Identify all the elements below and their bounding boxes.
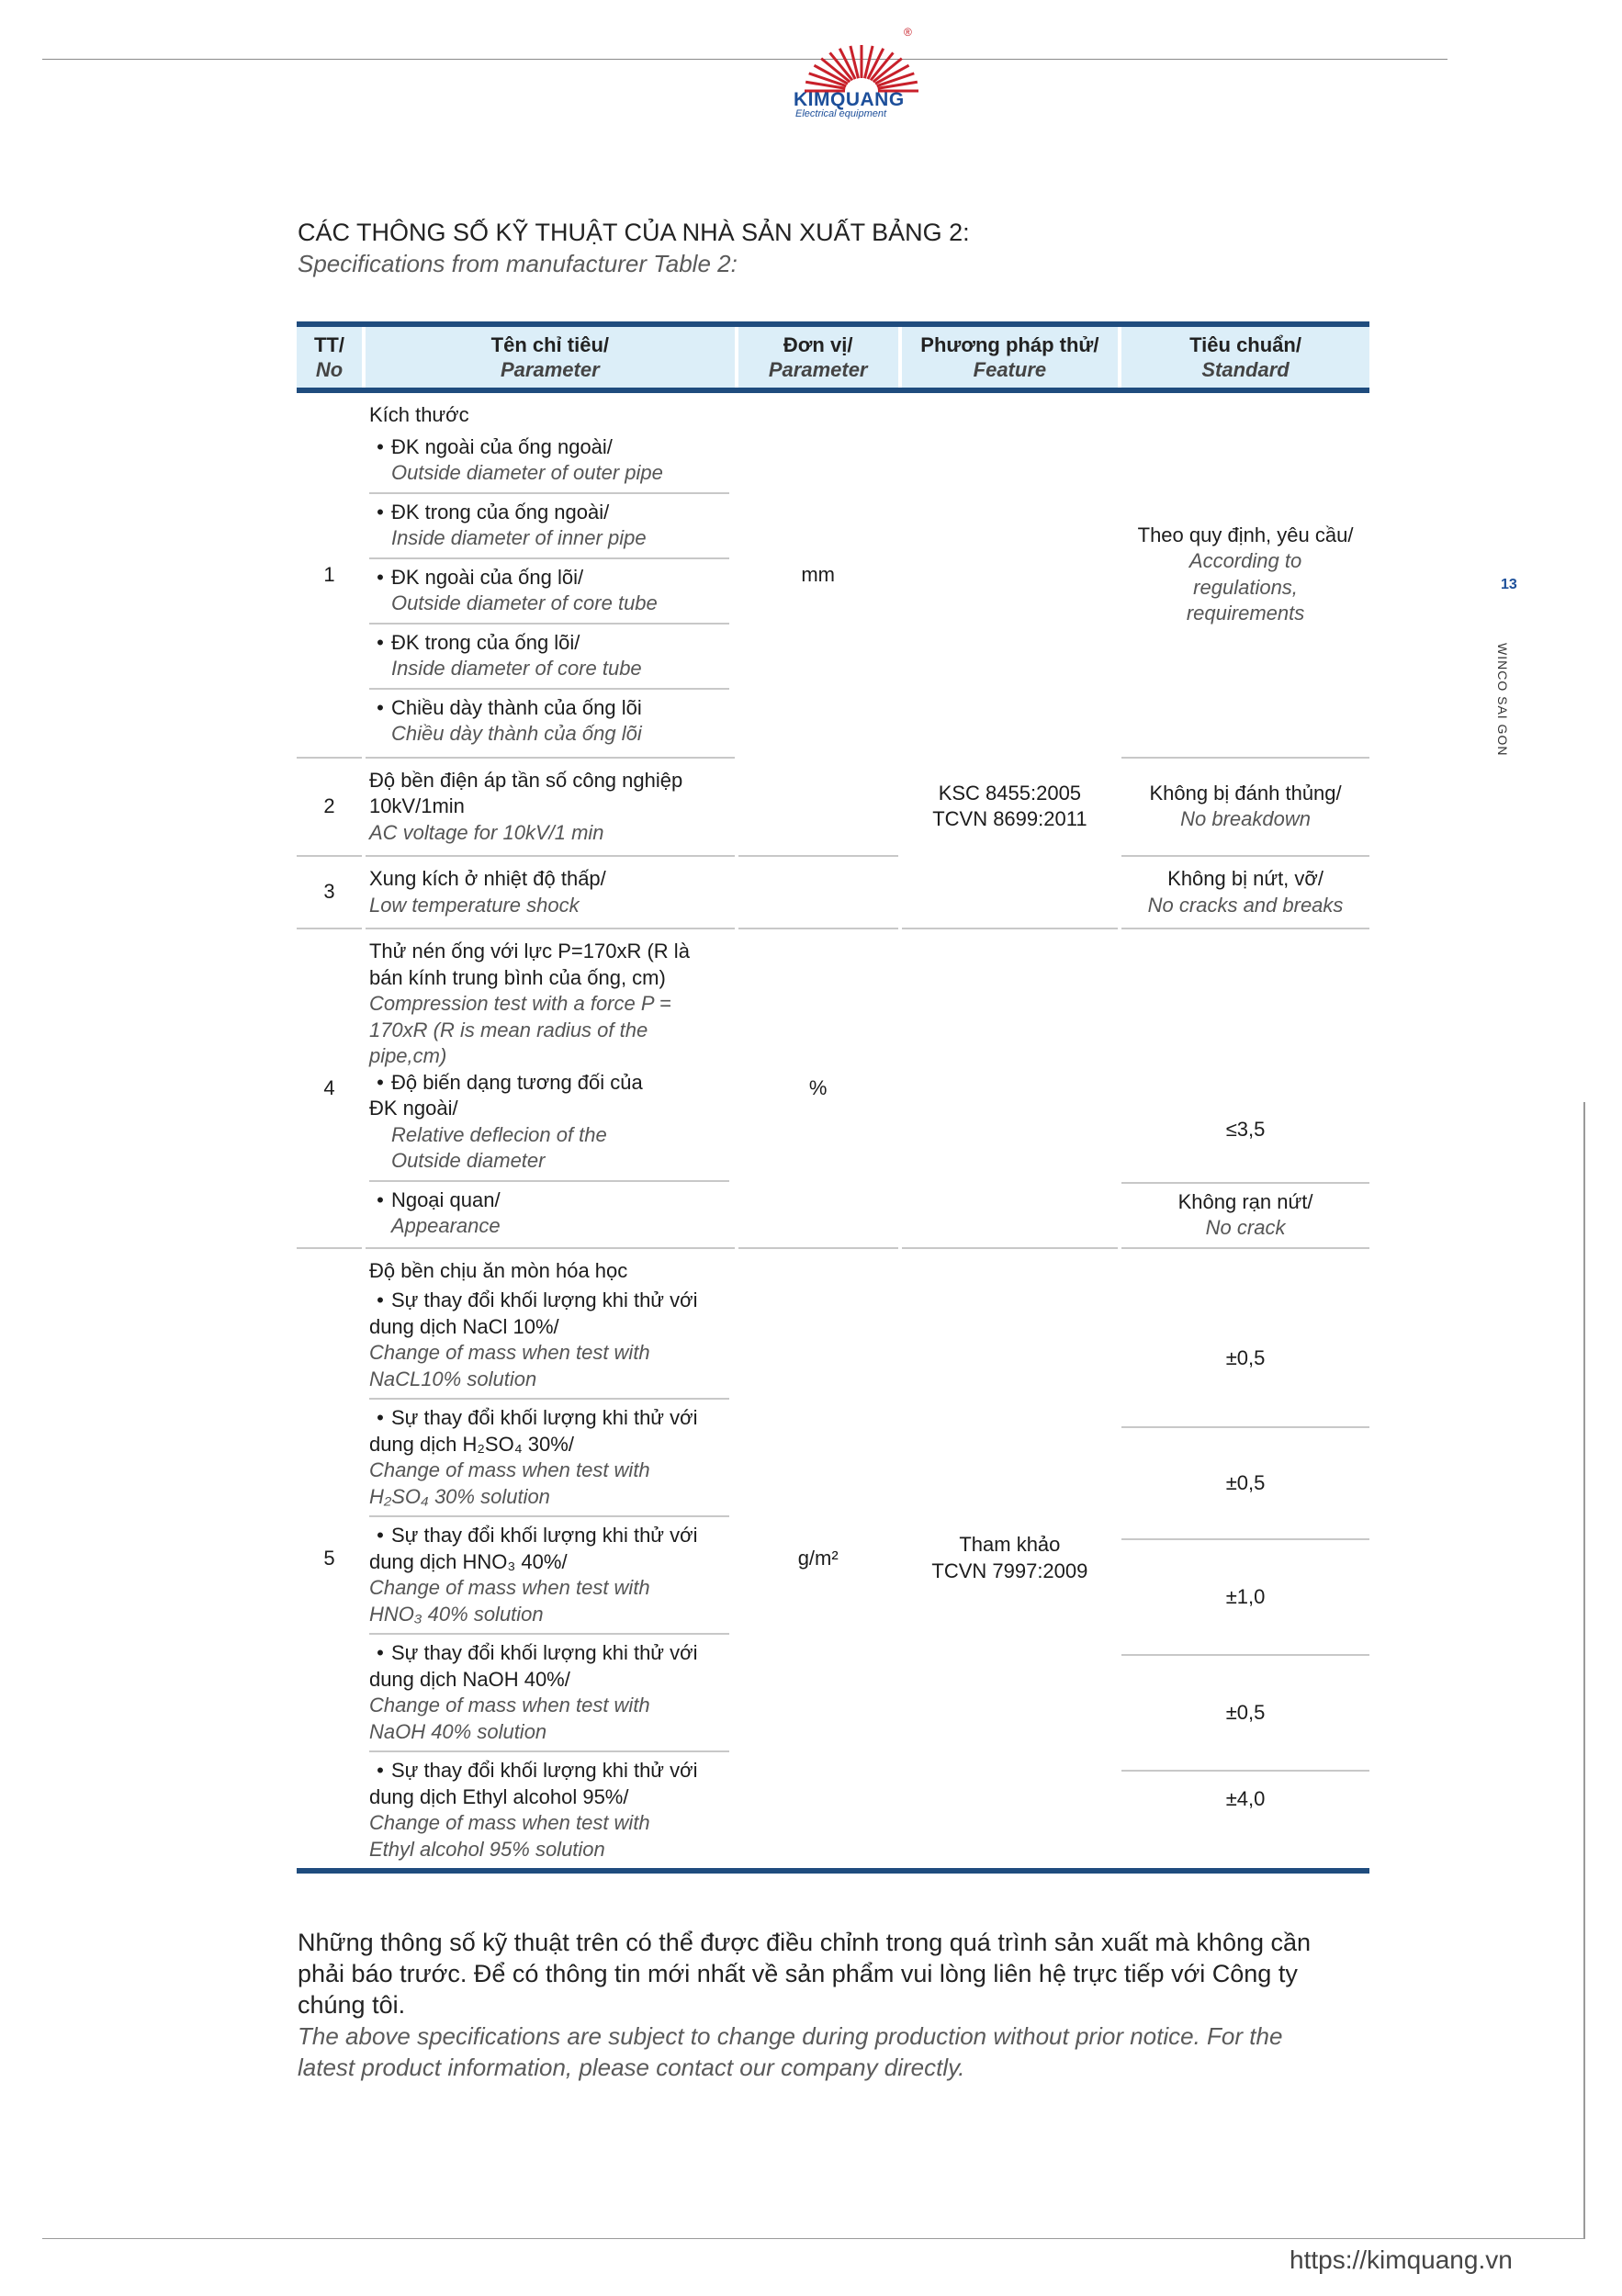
parameter-item: • Chiều dày thành của ống lõi xyxy=(369,695,729,722)
website-link[interactable]: https://kimquang.vn xyxy=(1290,2245,1513,2274)
table-row xyxy=(297,856,1369,929)
parameter-item-en: Inside diameter of inner pipe xyxy=(390,526,647,549)
logo-tagline: Electrical equipment xyxy=(795,108,887,119)
parameter-item: • ĐK trong của ống ngoài/ xyxy=(369,500,729,526)
corrosion-item: • Sự thay đổi khối lượng khi thử với dung dịch Ethyl alcohol 95%/ Change of mass when test with Ethyl alcohol 95% solution xyxy=(369,1750,729,1863)
standard-cell xyxy=(1120,929,1369,1248)
parameter-item-en: Outside diameter of core tube xyxy=(390,591,658,614)
header-rule xyxy=(42,59,1447,60)
row-number: 3 xyxy=(297,856,364,929)
method-cell xyxy=(900,929,1120,1248)
parameter-cell xyxy=(364,390,737,758)
method-cell xyxy=(900,390,1120,758)
standard-value: ±4,0 xyxy=(1225,1786,1266,1810)
standard-cell xyxy=(1120,758,1369,857)
method-cell xyxy=(900,1248,1120,1869)
header-unit: Đơn vị/ Parameter xyxy=(737,324,900,390)
standard-en: No crack xyxy=(1205,1216,1286,1239)
disclaimer-en: The above specifications are subject to change during production without prior notice. For the latest product information, please contact our company directly. xyxy=(298,2022,1283,2081)
method-line: TCVN 7997:2009 xyxy=(931,1559,1088,1582)
parameter-item: • ĐK trong của ống lõi/ xyxy=(369,630,729,657)
disclaimer-vi: Những thông số kỹ thuật trên có thể được điều chỉnh trong quá trình sản xuất mà không cần phải báo trước. Để có thông tin mới nhất về sản phẩm vui lòng liên hệ trực tiếp với Công ty chúng tôi. xyxy=(298,1929,1312,2019)
method-cell xyxy=(900,856,1120,929)
parameter-heading: Kích thước xyxy=(368,403,469,426)
table-row xyxy=(297,1248,1369,1869)
standard-en: No breakdown xyxy=(1180,807,1311,831)
header-method: Phương pháp thử/ Feature xyxy=(900,324,1120,390)
standard-cell xyxy=(1120,856,1369,929)
parameter-item-en: Inside diameter of core tube xyxy=(390,657,642,680)
standard-en: According to regulations, requirements xyxy=(1186,549,1305,625)
parameter-cell xyxy=(364,929,737,1248)
corrosion-item: • Sự thay đổi khối lượng khi thử với dung dịch H₂SO₄ 30%/ Change of mass when test with H₂SO₄ 30% solution xyxy=(369,1398,729,1510)
parameter-vi: Thử nén ống với lực P=170xR (R là bán kính trung bình của ống, cm) xyxy=(368,940,690,989)
standard-cell xyxy=(1120,390,1369,758)
right-frame-rule xyxy=(1583,1102,1585,2239)
row-number: 4 xyxy=(297,929,364,1248)
side-label: WINCO SAI GON xyxy=(1495,643,1510,757)
parameter-en: Compression test with a force P = 170xR (R is mean radius of the pipe,cm) xyxy=(368,992,671,1067)
standard-vi: Không bị đánh thủng/ xyxy=(1149,781,1342,805)
standard-value: ±0,5 xyxy=(1121,1428,1369,1540)
parameter-item-en: Outside diameter of outer pipe xyxy=(390,461,663,484)
standard-vi: Không bị nứt, vỡ/ xyxy=(1167,867,1324,890)
page-title: CÁC THÔNG SỐ KỸ THUẬT CỦA NHÀ SẢN XUẤT BẢNG 2: xyxy=(298,219,970,246)
spec-table xyxy=(297,321,1369,1874)
corrosion-item: • Sự thay đổi khối lượng khi thử với dung dịch NaCl 10%/ Change of mass when test with NaCL10% solution xyxy=(369,1288,729,1392)
row-number: 1 xyxy=(297,390,364,758)
corrosion-item: • Sự thay đổi khối lượng khi thử với dung dịch HNO₃ 40%/ Change of mass when test with HNO₃ 40% solution xyxy=(369,1515,729,1627)
table-header-row xyxy=(297,324,1369,390)
standard-vi: Theo quy định, yêu cầu/ xyxy=(1137,523,1354,546)
parameter-cell xyxy=(364,1248,737,1869)
standard-cell xyxy=(1120,1248,1369,1869)
parameter-item: • Độ biến dạng tương đối của ĐK ngoài/ xyxy=(369,1070,729,1122)
row-number: 5 xyxy=(323,1546,335,1570)
standard-value: ±0,5 xyxy=(1121,1290,1369,1428)
parameter-cell xyxy=(364,758,737,857)
unit-cell: g/m² xyxy=(737,1248,900,1869)
header-parameter: Tên chỉ tiêu/ Parameter xyxy=(364,324,737,390)
page-number: 13 xyxy=(1501,577,1517,592)
parameter-item-en: Chiều dày thành của ống lõi xyxy=(390,722,642,745)
parameter-item: • ĐK ngoài của ống ngoài/ xyxy=(369,434,729,461)
method-line: KSC 8455:2005 xyxy=(938,781,1082,805)
standard-en: No cracks and breaks xyxy=(1147,893,1344,917)
row-number: 2 xyxy=(297,758,364,857)
unit-cell xyxy=(737,758,900,857)
standard-vi: Không rạn nứt/ xyxy=(1177,1189,1313,1213)
standard-value: ≤3,5 xyxy=(1225,1118,1266,1141)
method-cell xyxy=(900,758,1120,857)
page-subtitle: Specifications from manufacturer Table 2: xyxy=(298,250,738,277)
parameter-en: Low temperature shock xyxy=(368,893,580,917)
logo-wordmark: KIMQUANG xyxy=(794,89,905,110)
method-line: TCVN 8699:2011 xyxy=(932,807,1087,831)
parameter-en: AC voltage for 10kV/1 min xyxy=(368,820,604,844)
parameter-cell xyxy=(364,856,737,929)
parameter-item: • ĐK ngoài của ống lõi/ xyxy=(369,565,729,591)
table-row xyxy=(297,390,1369,758)
standard-value: ±0,5 xyxy=(1121,1656,1369,1772)
parameter-item-en: Appearance xyxy=(390,1214,501,1237)
parameter-vi: Xung kích ở nhiệt độ thấp/ xyxy=(368,867,606,890)
registered-mark: ® xyxy=(904,26,912,39)
table-row xyxy=(297,758,1369,857)
standard-value: ±1,0 xyxy=(1121,1540,1369,1656)
footer-rule xyxy=(42,2238,1585,2239)
corrosion-item: • Sự thay đổi khối lượng khi thử với dung dịch NaOH 40%/ Change of mass when test with NaOH 40% solution xyxy=(369,1633,729,1745)
unit-cell: mm xyxy=(737,390,900,758)
parameter-item-en: Relative deflecion of the Outside diameter xyxy=(390,1122,607,1172)
header-no: TT/ No xyxy=(297,324,364,390)
parameter-item: • Ngoại quan/ xyxy=(369,1187,729,1214)
table-bottom-rule xyxy=(297,1868,1369,1874)
unit-cell xyxy=(737,856,900,929)
unit-cell: % xyxy=(737,929,900,1248)
method-line: Tham khảo xyxy=(959,1533,1061,1557)
parameter-heading: Độ bền chịu ăn mòn hóa học xyxy=(368,1258,628,1282)
table-row xyxy=(297,929,1369,1248)
parameter-vi: Độ bền điện áp tần số công nghiệp 10kV/1min xyxy=(368,768,683,817)
header-standard: Tiêu chuẩn/ Standard xyxy=(1120,324,1369,390)
